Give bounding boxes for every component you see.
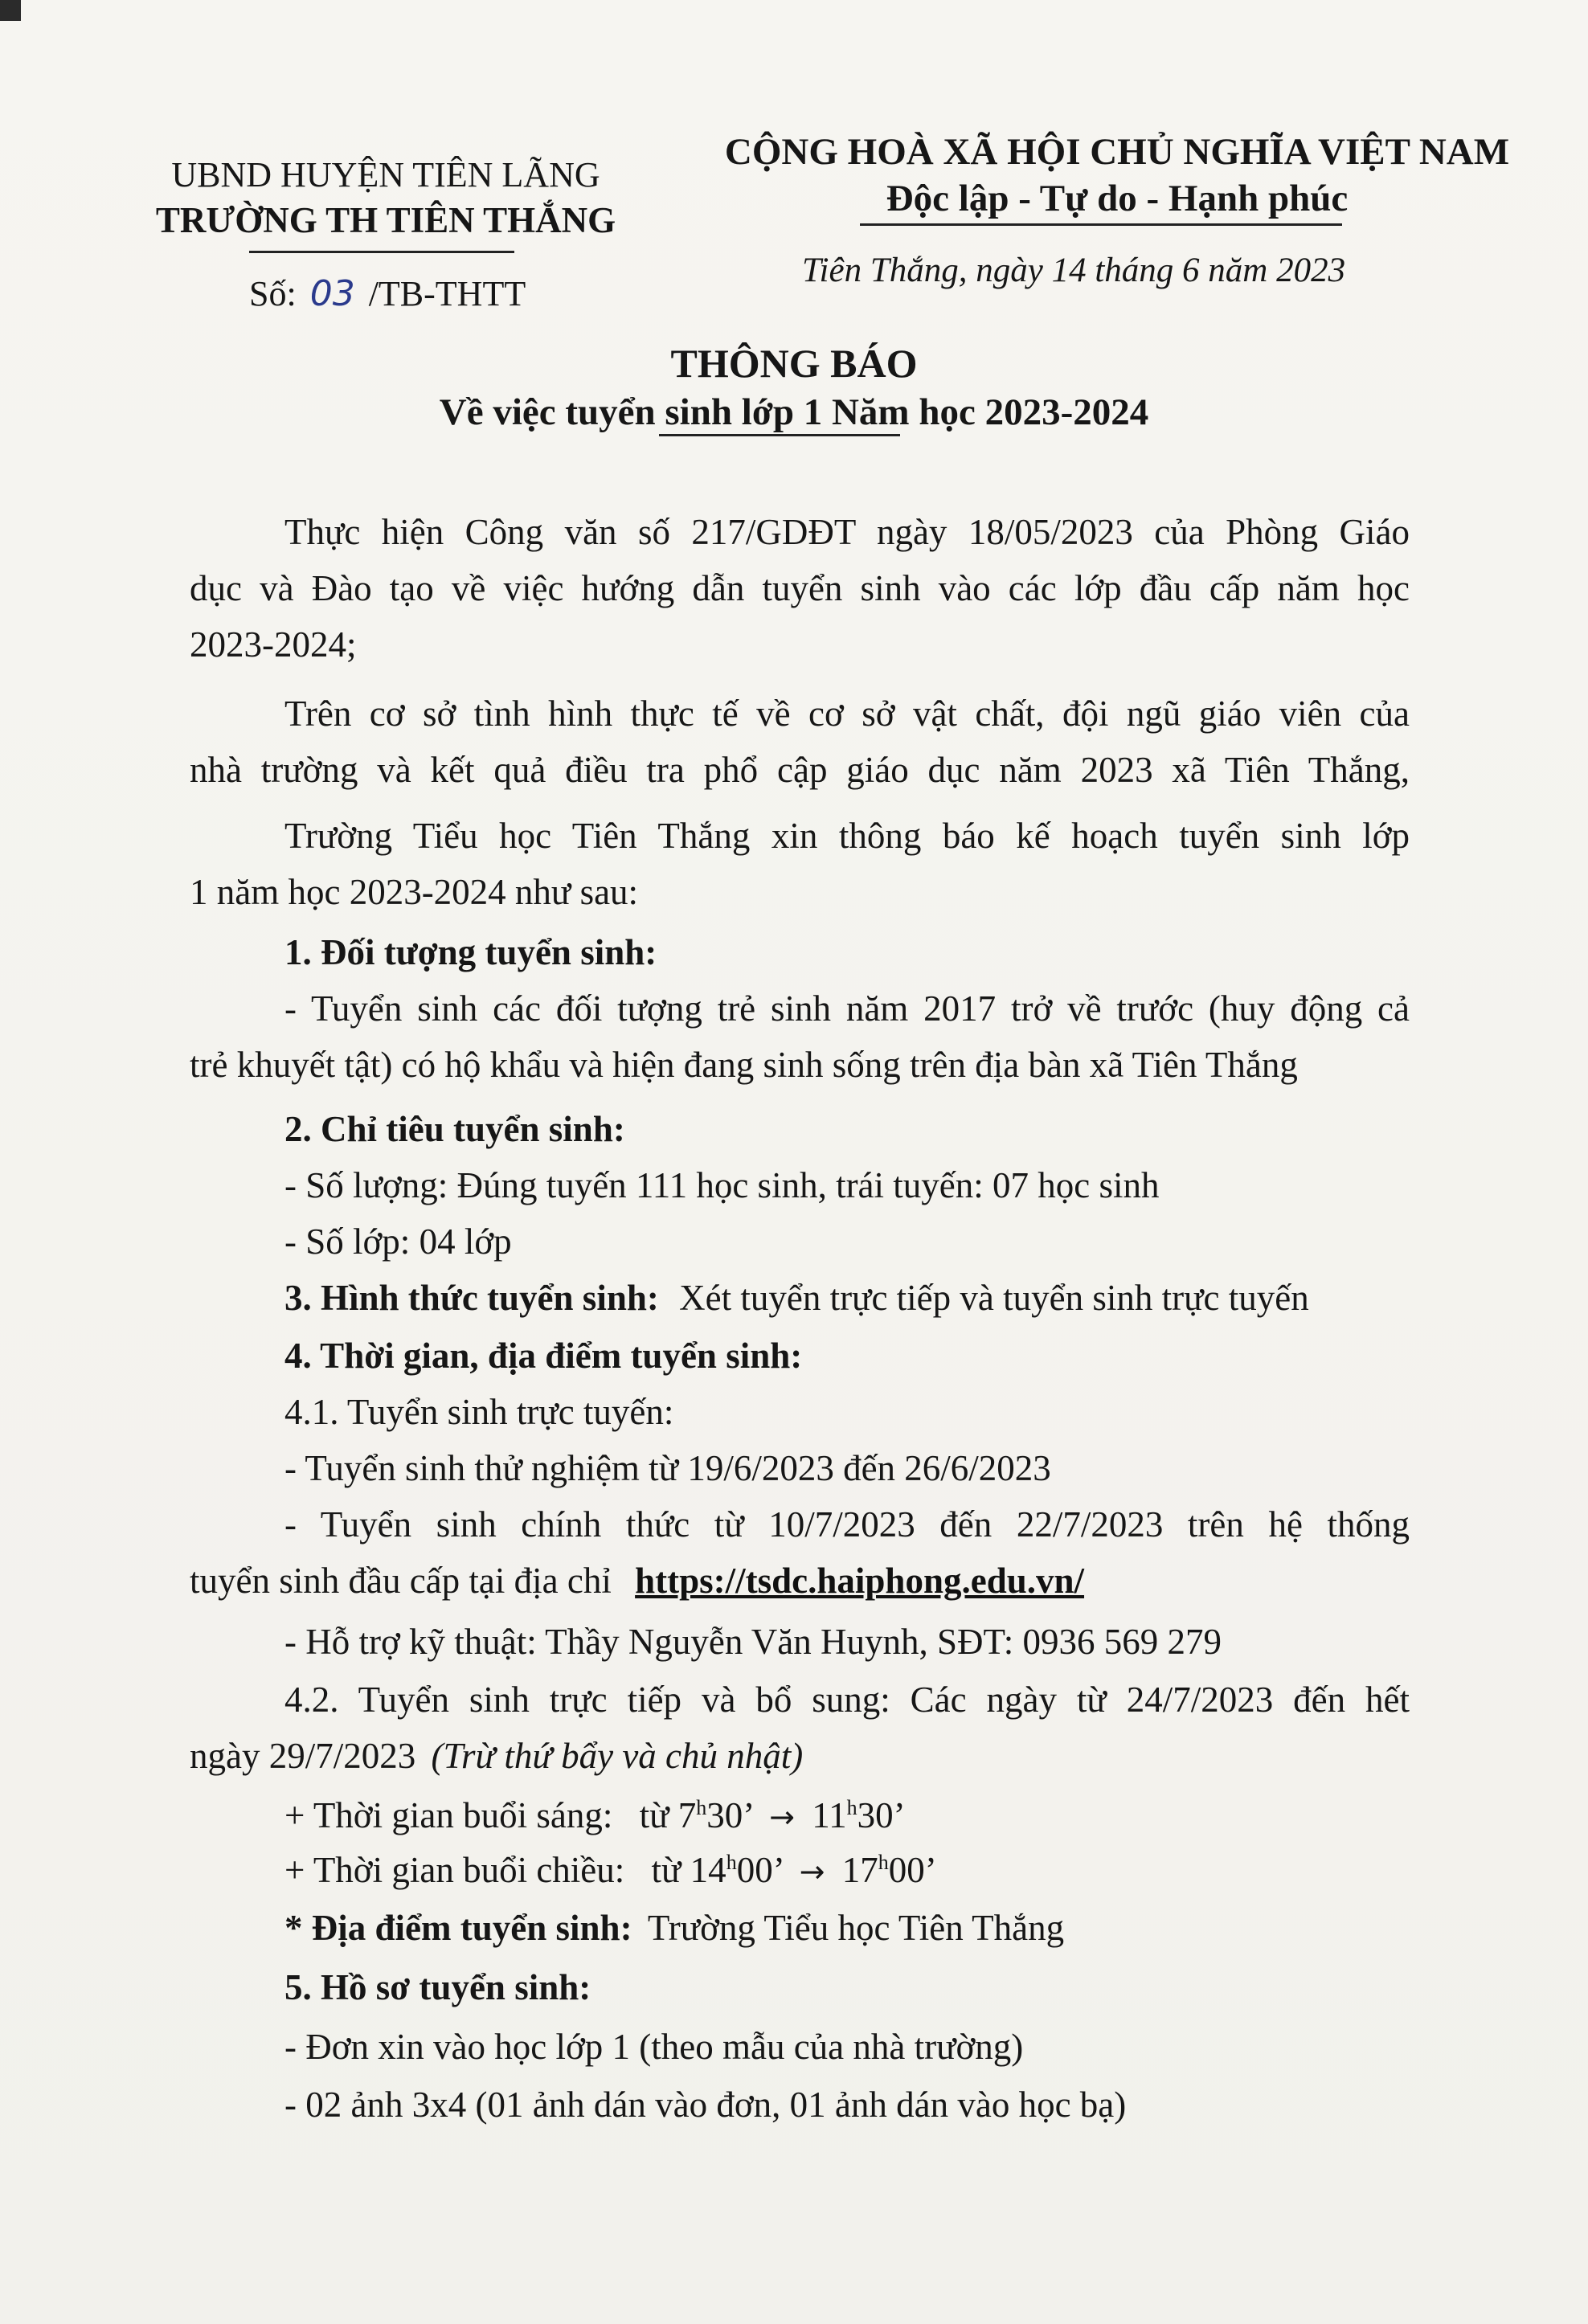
section-5-line: - Đơn xin vào học lớp 1 (theo mẫu của nhà trường) [284, 2027, 1024, 2067]
doc-no-handwritten: 03 [309, 273, 355, 314]
title-line-2: Về việc tuyển sinh lớp 1 Năm học 2023-2024 [439, 391, 1149, 433]
section-4-1-line: - Tuyển sinh chính thức từ 10/7/2023 đến 22/7/2023 trên hệ thống [284, 1504, 1410, 1545]
section-2-line: - Số lượng: Đúng tuyến 111 học sinh, trái tuyến: 07 học sinh [284, 1165, 1160, 1205]
doc-no-prefix: Số: [249, 274, 297, 313]
intro-line: Trường Tiểu học Tiên Thắng xin thông báo kế hoạch tuyển sinh lớp [284, 816, 1410, 856]
morning-hours [284, 1787, 906, 1845]
section-4-heading: 4. Thời gian, địa điểm tuyển sinh: [284, 1336, 803, 1376]
section-3-text: Xét tuyển trực tiếp và tuyển sinh trực tuyến [679, 1278, 1309, 1318]
nation-line-1: CỘNG HOÀ XÃ HỘI CHỦ NGHĨA VIỆT NAM [724, 131, 1510, 173]
intro-line: Trên cơ sở tình hình thực tế về cơ sở vật chất, đội ngũ giáo viên của [284, 694, 1410, 734]
morning-to: 11$^h$30’ [812, 1795, 906, 1835]
afternoon-hours [284, 1842, 937, 1900]
section-1-heading: 1. Đối tượng tuyển sinh: [284, 932, 657, 972]
location-label: * Địa điểm tuyển sinh: [284, 1908, 632, 1948]
location-line [284, 1900, 1064, 1956]
document-number [249, 273, 526, 314]
location-value: Trường Tiểu học Tiên Thắng [647, 1908, 1065, 1948]
arrow-right-icon: → [799, 1854, 825, 1889]
intro-line: nhà trường và kết quả điều tra phổ cập giáo dục năm 2023 xã Tiên Thắng, [190, 750, 1410, 790]
enrollment-portal-link[interactable]: https://tsdc.haiphong.edu.vn/ [635, 1561, 1085, 1601]
afternoon-to: 17$^h$00’ [841, 1850, 937, 1890]
intro-line: 2023-2024; [190, 624, 357, 665]
address-label: tuyển sinh đầu cấp tại địa chỉ [190, 1561, 612, 1601]
morning-from: từ 7$^h$30’ [639, 1795, 752, 1835]
nation-line-2: Độc lập - Tự do - Hạnh phúc [886, 178, 1349, 219]
section-3-line [284, 1270, 1309, 1326]
section-5-line: - 02 ảnh 3x4 (01 ảnh dán vào đơn, 01 ảnh dán vào học bạ) [284, 2085, 1127, 2125]
weekend-note: (Trừ thứ bẩy và chủ nhật) [431, 1736, 804, 1776]
morning-label: + Thời gian buổi sáng: [284, 1795, 613, 1835]
title-underline [659, 434, 900, 436]
intro-line: 1 năm học 2023-2024 như sau: [190, 872, 639, 912]
afternoon-label: + Thời gian buổi chiều: [284, 1850, 625, 1890]
doc-no-suffix: /TB-THTT [368, 274, 526, 313]
section-5-heading: 5. Hồ sơ tuyển sinh: [284, 1967, 591, 2007]
section-1-line: - Tuyển sinh các đối tượng trẻ sinh năm 2017 trở về trước (huy động cả [284, 988, 1410, 1029]
issuing-organization [121, 153, 651, 243]
section-4-2-line [190, 1728, 803, 1784]
section-3-heading: 3. Hình thức tuyển sinh: [284, 1278, 659, 1318]
section-4-1-line: - Hỗ trợ kỹ thuật: Thầy Nguyễn Văn Huynh, SĐT: 0936 569 279 [284, 1622, 1222, 1662]
place-date: Tiên Thắng, ngày 14 tháng 6 năm 2023 [802, 252, 1346, 289]
section-4-1-line [190, 1553, 1084, 1609]
org-line-1: UBND HUYỆN TIÊN LÃNG [171, 155, 600, 194]
title-line-1: THÔNG BÁO [670, 341, 918, 386]
org-line-2: TRƯỜNG TH TIÊN THẮNG [155, 200, 616, 240]
afternoon-from: từ 14$^h$00’ [651, 1850, 783, 1890]
section-4-1-heading: 4.1. Tuyển sinh trực tuyến: [284, 1392, 674, 1432]
org-underline [249, 251, 514, 253]
intro-line: dục và Đào tạo về việc hướng dẫn tuyển sinh vào các lớp đầu cấp năm học [190, 568, 1410, 608]
intro-line: Thực hiện Công văn số 217/GDĐT ngày 18/05/2023 của Phòng Giáo [284, 512, 1410, 552]
section-2-line: - Số lớp: 04 lớp [284, 1221, 512, 1262]
document-title [0, 338, 1588, 436]
section-4-1-line: - Tuyển sinh thử nghiệm từ 19/6/2023 đến 26/6/2023 [284, 1448, 1051, 1488]
section-2-heading: 2. Chỉ tiêu tuyển sinh: [284, 1109, 625, 1149]
arrow-right-icon: → [769, 1799, 795, 1835]
scan-corner-shadow [0, 0, 21, 21]
section-1-line: trẻ khuyết tật) có hộ khẩu và hiện đang sinh sống trên địa bàn xã Tiên Thắng [190, 1045, 1298, 1085]
end-date: ngày 29/7/2023 [190, 1736, 416, 1776]
motto-underline [860, 223, 1342, 226]
section-4-2-line: 4.2. Tuyển sinh trực tiếp và bổ sung: Các ngày từ 24/7/2023 đến hết [284, 1680, 1410, 1720]
national-motto [707, 129, 1527, 222]
